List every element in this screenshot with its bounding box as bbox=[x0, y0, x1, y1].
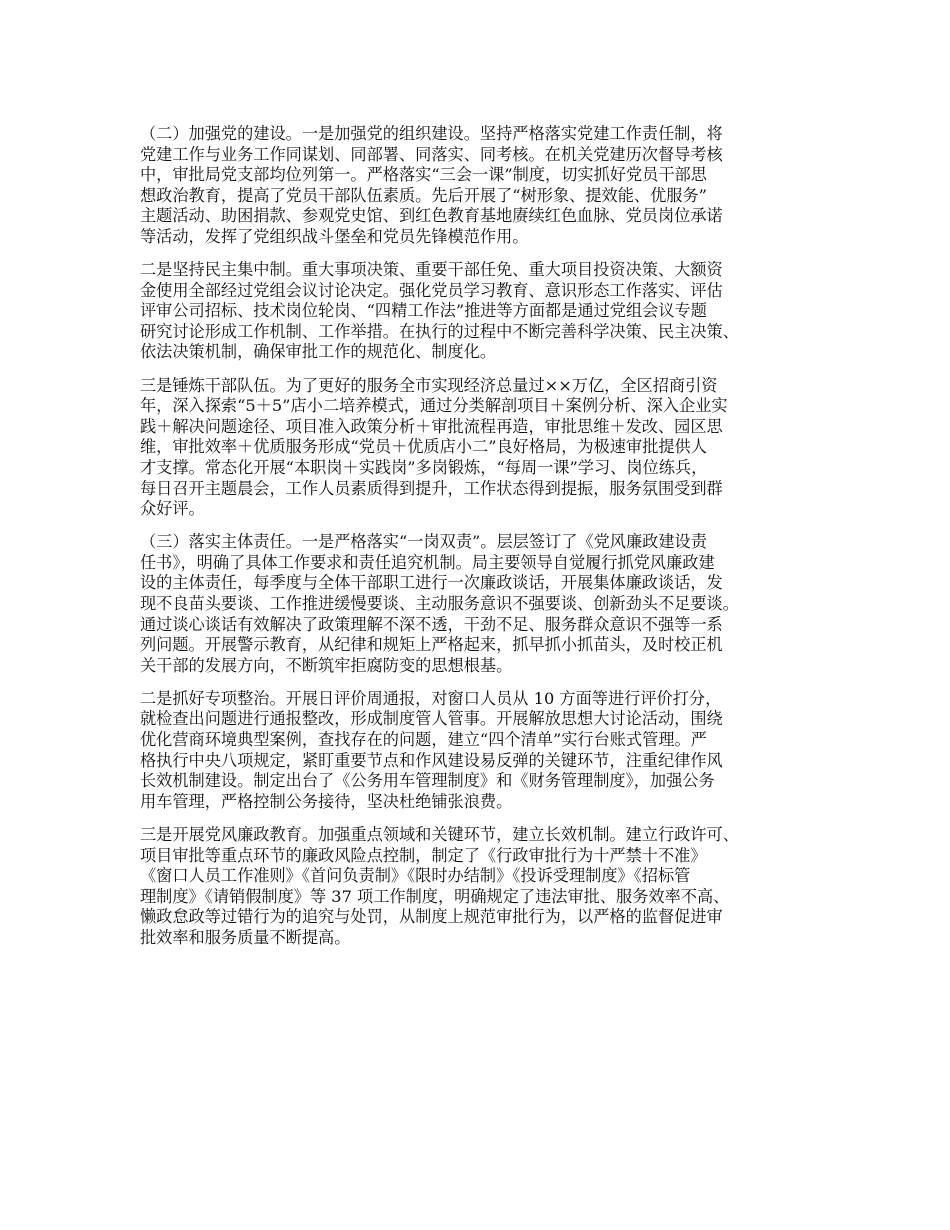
text-line: 《窗口人员工作准则》《首问负责制》《限时办结制》《投诉受理制度》《招标管 bbox=[140, 866, 691, 886]
text-line: 众好评。 bbox=[140, 499, 205, 519]
paragraph-democratic-centralism bbox=[140, 260, 824, 363]
text-line: 依法决策机制，确保审批工作的规范化、制度化。 bbox=[140, 342, 497, 362]
text-line: 党建工作与业务工作同谋划、同部署、同落实、同考核。在机关党建历次督导考核 bbox=[140, 144, 723, 164]
text-line: （二）加强党的建设。一是加强党的组织建设。坚持严格落实党建工作责任制，将 bbox=[140, 124, 723, 143]
text-line: 设的主体责任，每季度与全体干部职工进行一次廉政谈话，开展集体廉政谈话，发 bbox=[140, 573, 723, 593]
text-line: 理制度》《请销假制度》等 37 项工作制度，明确规定了违法审批、服务效率不高、 bbox=[140, 886, 730, 906]
text-line: 想政治教育，提高了党员干部队伍素质。先后开展了“树形象、提效能、优服务” bbox=[140, 185, 707, 205]
text-line: 践＋解决问题途径、项目准入政策分析＋审批流程再造，审批思维＋发改、园区思 bbox=[140, 416, 723, 436]
text-line: 二是抓好专项整治。开展日评价周通报，对窗口人员从 10 方面等进行评价打分， bbox=[140, 688, 722, 708]
text-line: 长效机制建设。制定出台了《公务用车管理制度》和《财务管理制度》，加强公务 bbox=[140, 771, 715, 791]
document-body bbox=[140, 124, 824, 961]
text-line: 三是锤炼干部队伍。为了更好的服务全市实现经济总量过××万亿，全区招商引资 bbox=[140, 375, 718, 395]
text-line: 维，审批效率＋优质服务形成“党员＋优质店小二”良好格局，为极速审批提供人 bbox=[140, 437, 707, 457]
text-line: 用车管理，严格控制公务接待，坚决杜绝铺张浪费。 bbox=[140, 791, 513, 811]
text-line: 年，深入探索“5＋5”店小二培养模式，通过分类解剖项目＋案例分析、深入企业实 bbox=[140, 396, 728, 416]
text-line: 关干部的发展方向，不断筑牢拒腐防变的思想根基。 bbox=[140, 655, 513, 675]
text-line: 懒政怠政等过错行为的追究与处罚，从制度上规范审批行为，以严格的监督促进审 bbox=[140, 907, 723, 927]
text-line: 才支撑。常态化开展“本职岗＋实践岗”多岗锻炼，“每周一课”学习、岗位练兵， bbox=[140, 457, 708, 477]
paragraph-integrity-education bbox=[140, 825, 824, 949]
text-line: （三）落实主体责任。一是严格落实“一岗双责”。层层签订了《党风廉政建设责 bbox=[140, 532, 707, 552]
text-line: 主题活动、助困捐款、参观党史馆、到红色教育基地赓续红色血脉、党员岗位承诺 bbox=[140, 206, 723, 226]
text-line: 金使用全部经过党组会议讨论决定。强化党员学习教育、意识形态工作落实、评估 bbox=[140, 280, 723, 300]
text-line: 等活动，发挥了党组织战斗堡垒和党员先锋模范作用。 bbox=[140, 226, 529, 246]
text-line: 现不良苗头要谈、工作推进缓慢要谈、主动服务意识不强要谈、创新劲头不足要谈。 bbox=[140, 593, 739, 613]
text-line: 通过谈心谈话有效解决了政策理解不深不透，干劲不足、服务群众意识不强等一系 bbox=[140, 614, 723, 634]
text-line: 列问题。开展警示教育，从纪律和规矩上严格起来，抓早抓小抓苗头，及时校正机 bbox=[140, 635, 723, 655]
text-line: 评审公司招标、技术岗位轮岗、“四精工作法”推进等方面都是通过党组会议专题 bbox=[140, 301, 707, 321]
text-line: 批效率和服务质量不断提高。 bbox=[140, 927, 351, 947]
paragraph-main-responsibility bbox=[140, 532, 824, 676]
text-line: 项目审批等重点环节的廉政风险点控制，制定了《行政审批行为十严禁十不准》 bbox=[140, 845, 707, 865]
text-line: 就检查出问题进行通报整改，形成制度管人管事。开展解放思想大讨论活动，围绕 bbox=[140, 709, 723, 729]
text-line: 每日召开主题晨会，工作人员素质得到提升，工作状态得到提振，服务氛围受到群 bbox=[140, 478, 723, 498]
text-line: 中，审批局党支部均位列第一。严格落实“三会一课”制度，切实抓好党员干部思 bbox=[140, 165, 707, 185]
paragraph-party-building bbox=[140, 124, 824, 248]
text-line: 优化营商环境典型案例，查找存在的问题，建立“四个清单”实行台账式管理。严 bbox=[140, 730, 707, 750]
text-line: 研究讨论形成工作机制、工作举措。在执行的过程中不断完善科学决策、民主决策、 bbox=[140, 321, 739, 341]
paragraph-cadre-training bbox=[140, 376, 824, 520]
text-line: 任书》，明确了具体工作要求和责任追究机制。局主要领导自觉履行抓党风廉政建 bbox=[140, 552, 715, 572]
paragraph-special-rectification bbox=[140, 689, 824, 813]
text-line: 格执行中央八项规定，紧盯重要节点和作风建设易反弹的关键环节，注重纪律作风 bbox=[140, 750, 723, 770]
text-line: 二是坚持民主集中制。重大事项决策、重要干部任免、重大项目投资决策、大额资 bbox=[140, 260, 723, 280]
text-line: 三是开展党风廉政教育。加强重点领域和关键环节，建立长效机制。建立行政许可、 bbox=[140, 824, 739, 844]
